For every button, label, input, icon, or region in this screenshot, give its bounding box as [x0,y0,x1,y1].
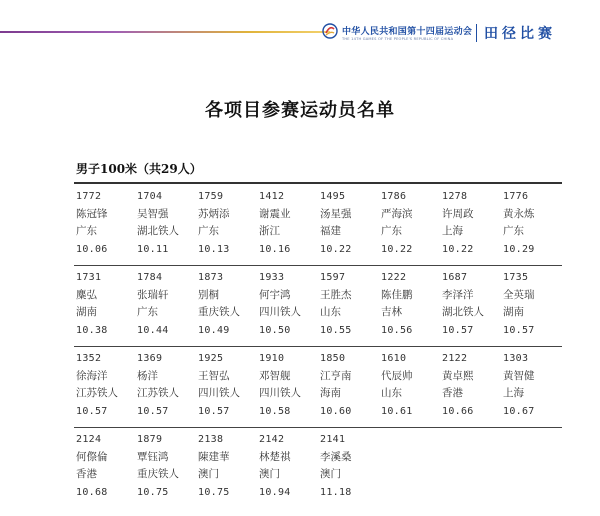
athlete-name: 陈冠锋 [76,207,108,220]
athlete-bib: 1495 [320,191,346,202]
athlete-name: 覃钰鸿 [137,450,169,463]
athlete-name: 徐海洋 [76,369,108,382]
athlete-team: 澳门 [198,468,219,480]
section-rule [74,182,562,184]
athlete-name: 李泽洋 [442,288,474,301]
athlete-row [74,347,562,428]
athlete-mark: 10.13 [198,243,230,255]
athlete-team: 湖北铁人 [137,225,179,237]
page-header [322,20,582,48]
section-title: 男子100米（共29人） [76,162,202,176]
athlete-team: 广东 [381,225,402,237]
athlete-team: 上海 [442,225,463,237]
athlete-mark: 10.22 [320,243,352,255]
athlete-mark: 10.50 [259,324,291,336]
athlete-mark: 10.66 [442,405,474,417]
athlete-bib: 1873 [198,272,224,283]
athlete-name: 汤星强 [320,207,352,220]
athlete-name: 江亨南 [320,369,352,382]
athlete-team: 四川铁人 [259,306,301,318]
athlete-mark: 10.58 [259,405,291,417]
athlete-name: 许周政 [442,207,474,220]
athlete-mark: 10.29 [503,243,535,255]
athlete-name: 张瑞轩 [137,288,169,301]
athlete-bib: 1687 [442,272,468,283]
athlete-bib: 1776 [503,191,529,202]
athlete-bib: 1278 [442,191,468,202]
athlete-name: 陳建華 [198,450,230,463]
athlete-name: 何傺倫 [76,450,108,463]
athlete-name: 别桐 [198,288,219,301]
athlete-entry [259,188,319,258]
athlete-bib: 2142 [259,434,285,445]
athlete-mark: 10.57 [137,405,169,417]
athlete-entry [76,269,136,339]
athlete-mark: 10.68 [76,486,108,498]
athlete-team: 福建 [320,225,341,237]
athlete-bib: 1731 [76,272,102,283]
athlete-team: 香港 [442,387,463,399]
athlete-mark: 10.56 [381,324,413,336]
athlete-mark: 10.22 [381,243,413,255]
athlete-bib: 1352 [76,353,102,364]
athlete-entry [198,431,258,501]
athlete-name: 苏炳添 [198,207,230,220]
athlete-name: 何宇鸿 [259,288,291,301]
athlete-bib: 1303 [503,353,529,364]
athlete-bib: 1222 [381,272,407,283]
athlete-mark: 10.61 [381,405,413,417]
athlete-bib: 1879 [137,434,163,445]
games-logo-icon [322,23,338,39]
athlete-bib: 1925 [198,353,224,364]
athlete-mark: 10.60 [320,405,352,417]
event-name: 田径比赛 [484,26,556,42]
athlete-bib: 1759 [198,191,224,202]
athlete-bib: 1597 [320,272,346,283]
athlete-team: 山东 [381,387,402,399]
athlete-team: 香港 [76,468,97,480]
athlete-mark: 10.16 [259,243,291,255]
athlete-mark: 10.22 [442,243,474,255]
athlete-bib: 1412 [259,191,285,202]
athlete-entry [76,431,136,501]
athlete-bib: 1786 [381,191,407,202]
athlete-bib: 2124 [76,434,102,445]
athlete-name: 邓智舰 [259,369,291,382]
athlete-entry [381,188,441,258]
athlete-name: 李溪桑 [320,450,352,463]
athlete-team: 澳门 [259,468,280,480]
athlete-entry [137,350,197,420]
athlete-entry [137,431,197,501]
athlete-name: 黄卓熙 [442,369,474,382]
athlete-team: 浙江 [259,225,280,237]
athlete-name: 麋弘 [76,288,97,301]
athlete-mark: 10.57 [198,405,230,417]
athlete-mark: 10.38 [76,324,108,336]
athlete-mark: 10.57 [442,324,474,336]
athlete-grid [74,185,562,509]
athlete-bib: 2138 [198,434,224,445]
athlete-team: 海南 [320,387,341,399]
athlete-entry [76,188,136,258]
athlete-mark: 10.55 [320,324,352,336]
athlete-team: 广东 [76,225,97,237]
athlete-entry [76,350,136,420]
athlete-bib: 1735 [503,272,529,283]
athlete-bib: 1910 [259,353,285,364]
athlete-bib: 1772 [76,191,102,202]
athlete-team: 四川铁人 [198,387,240,399]
athlete-bib: 1784 [137,272,163,283]
athlete-team: 广东 [503,225,524,237]
athlete-row [74,428,562,509]
athlete-name: 全英瑞 [503,288,535,301]
athlete-entry [259,350,319,420]
athlete-mark: 10.57 [76,405,108,417]
athlete-mark: 10.11 [137,243,169,255]
athlete-team: 吉林 [381,306,402,318]
athlete-team: 湖北铁人 [442,306,484,318]
athlete-entry [503,350,563,420]
athlete-mark: 10.94 [259,486,291,498]
athlete-mark: 10.57 [503,324,535,336]
athlete-mark: 10.06 [76,243,108,255]
athlete-team: 江苏铁人 [76,387,118,399]
games-name-english: THE 14TH GAMES OF THE PEOPLE'S REPUBLIC OF CHINA [342,37,454,41]
athlete-mark: 10.49 [198,324,230,336]
athlete-name: 代辰帅 [381,369,413,382]
athlete-entry [381,269,441,339]
athlete-entry [320,431,380,501]
athlete-entry [259,269,319,339]
athlete-entry [503,188,563,258]
athlete-bib: 1933 [259,272,285,283]
athlete-entry [320,269,380,339]
athlete-name: 黄智健 [503,369,535,382]
athlete-name: 王智弘 [198,369,230,382]
games-name: 中华人民共和国第十四届运动会 [342,27,473,37]
athlete-team: 上海 [503,387,524,399]
athlete-bib: 1704 [137,191,163,202]
athlete-entry [137,188,197,258]
athlete-team: 湖南 [503,306,524,318]
athlete-row [74,266,562,347]
header-divider [476,24,477,42]
athlete-row [74,185,562,266]
athlete-name: 陈佳鹏 [381,288,413,301]
athlete-mark: 10.75 [198,486,230,498]
athlete-team: 四川铁人 [259,387,301,399]
athlete-bib: 1850 [320,353,346,364]
athlete-name: 王胜杰 [320,288,352,301]
athlete-entry [442,350,502,420]
athlete-bib: 1369 [137,353,163,364]
athlete-name: 杨洋 [137,369,158,382]
athlete-entry [198,350,258,420]
athlete-team: 广东 [137,306,158,318]
athlete-entry [442,269,502,339]
athlete-bib: 2141 [320,434,346,445]
athlete-team: 澳门 [320,468,341,480]
athlete-entry [503,269,563,339]
athlete-mark: 10.67 [503,405,535,417]
athlete-name: 黄永炼 [503,207,535,220]
athlete-mark: 10.75 [137,486,169,498]
athlete-mark: 11.18 [320,486,352,498]
athlete-team: 湖南 [76,306,97,318]
athlete-entry [320,350,380,420]
athlete-entry [198,269,258,339]
athlete-name: 林楚祺 [259,450,291,463]
athlete-bib: 2122 [442,353,468,364]
athlete-entry [259,431,319,501]
athlete-team: 重庆铁人 [137,468,179,480]
athlete-name: 吴智强 [137,207,169,220]
athlete-name: 谢震业 [259,207,291,220]
athlete-entry [381,350,441,420]
athlete-team: 广东 [198,225,219,237]
athlete-team: 江苏铁人 [137,387,179,399]
athlete-team: 山东 [320,306,341,318]
athlete-entry [442,188,502,258]
header-accent-line [0,31,330,33]
athlete-entry [198,188,258,258]
athlete-team: 重庆铁人 [198,306,240,318]
athlete-entry [320,188,380,258]
athlete-entry [137,269,197,339]
athlete-bib: 1610 [381,353,407,364]
page-title: 各项目参赛运动员名单 [205,100,395,121]
athlete-mark: 10.44 [137,324,169,336]
athlete-name: 严海滨 [381,207,413,220]
